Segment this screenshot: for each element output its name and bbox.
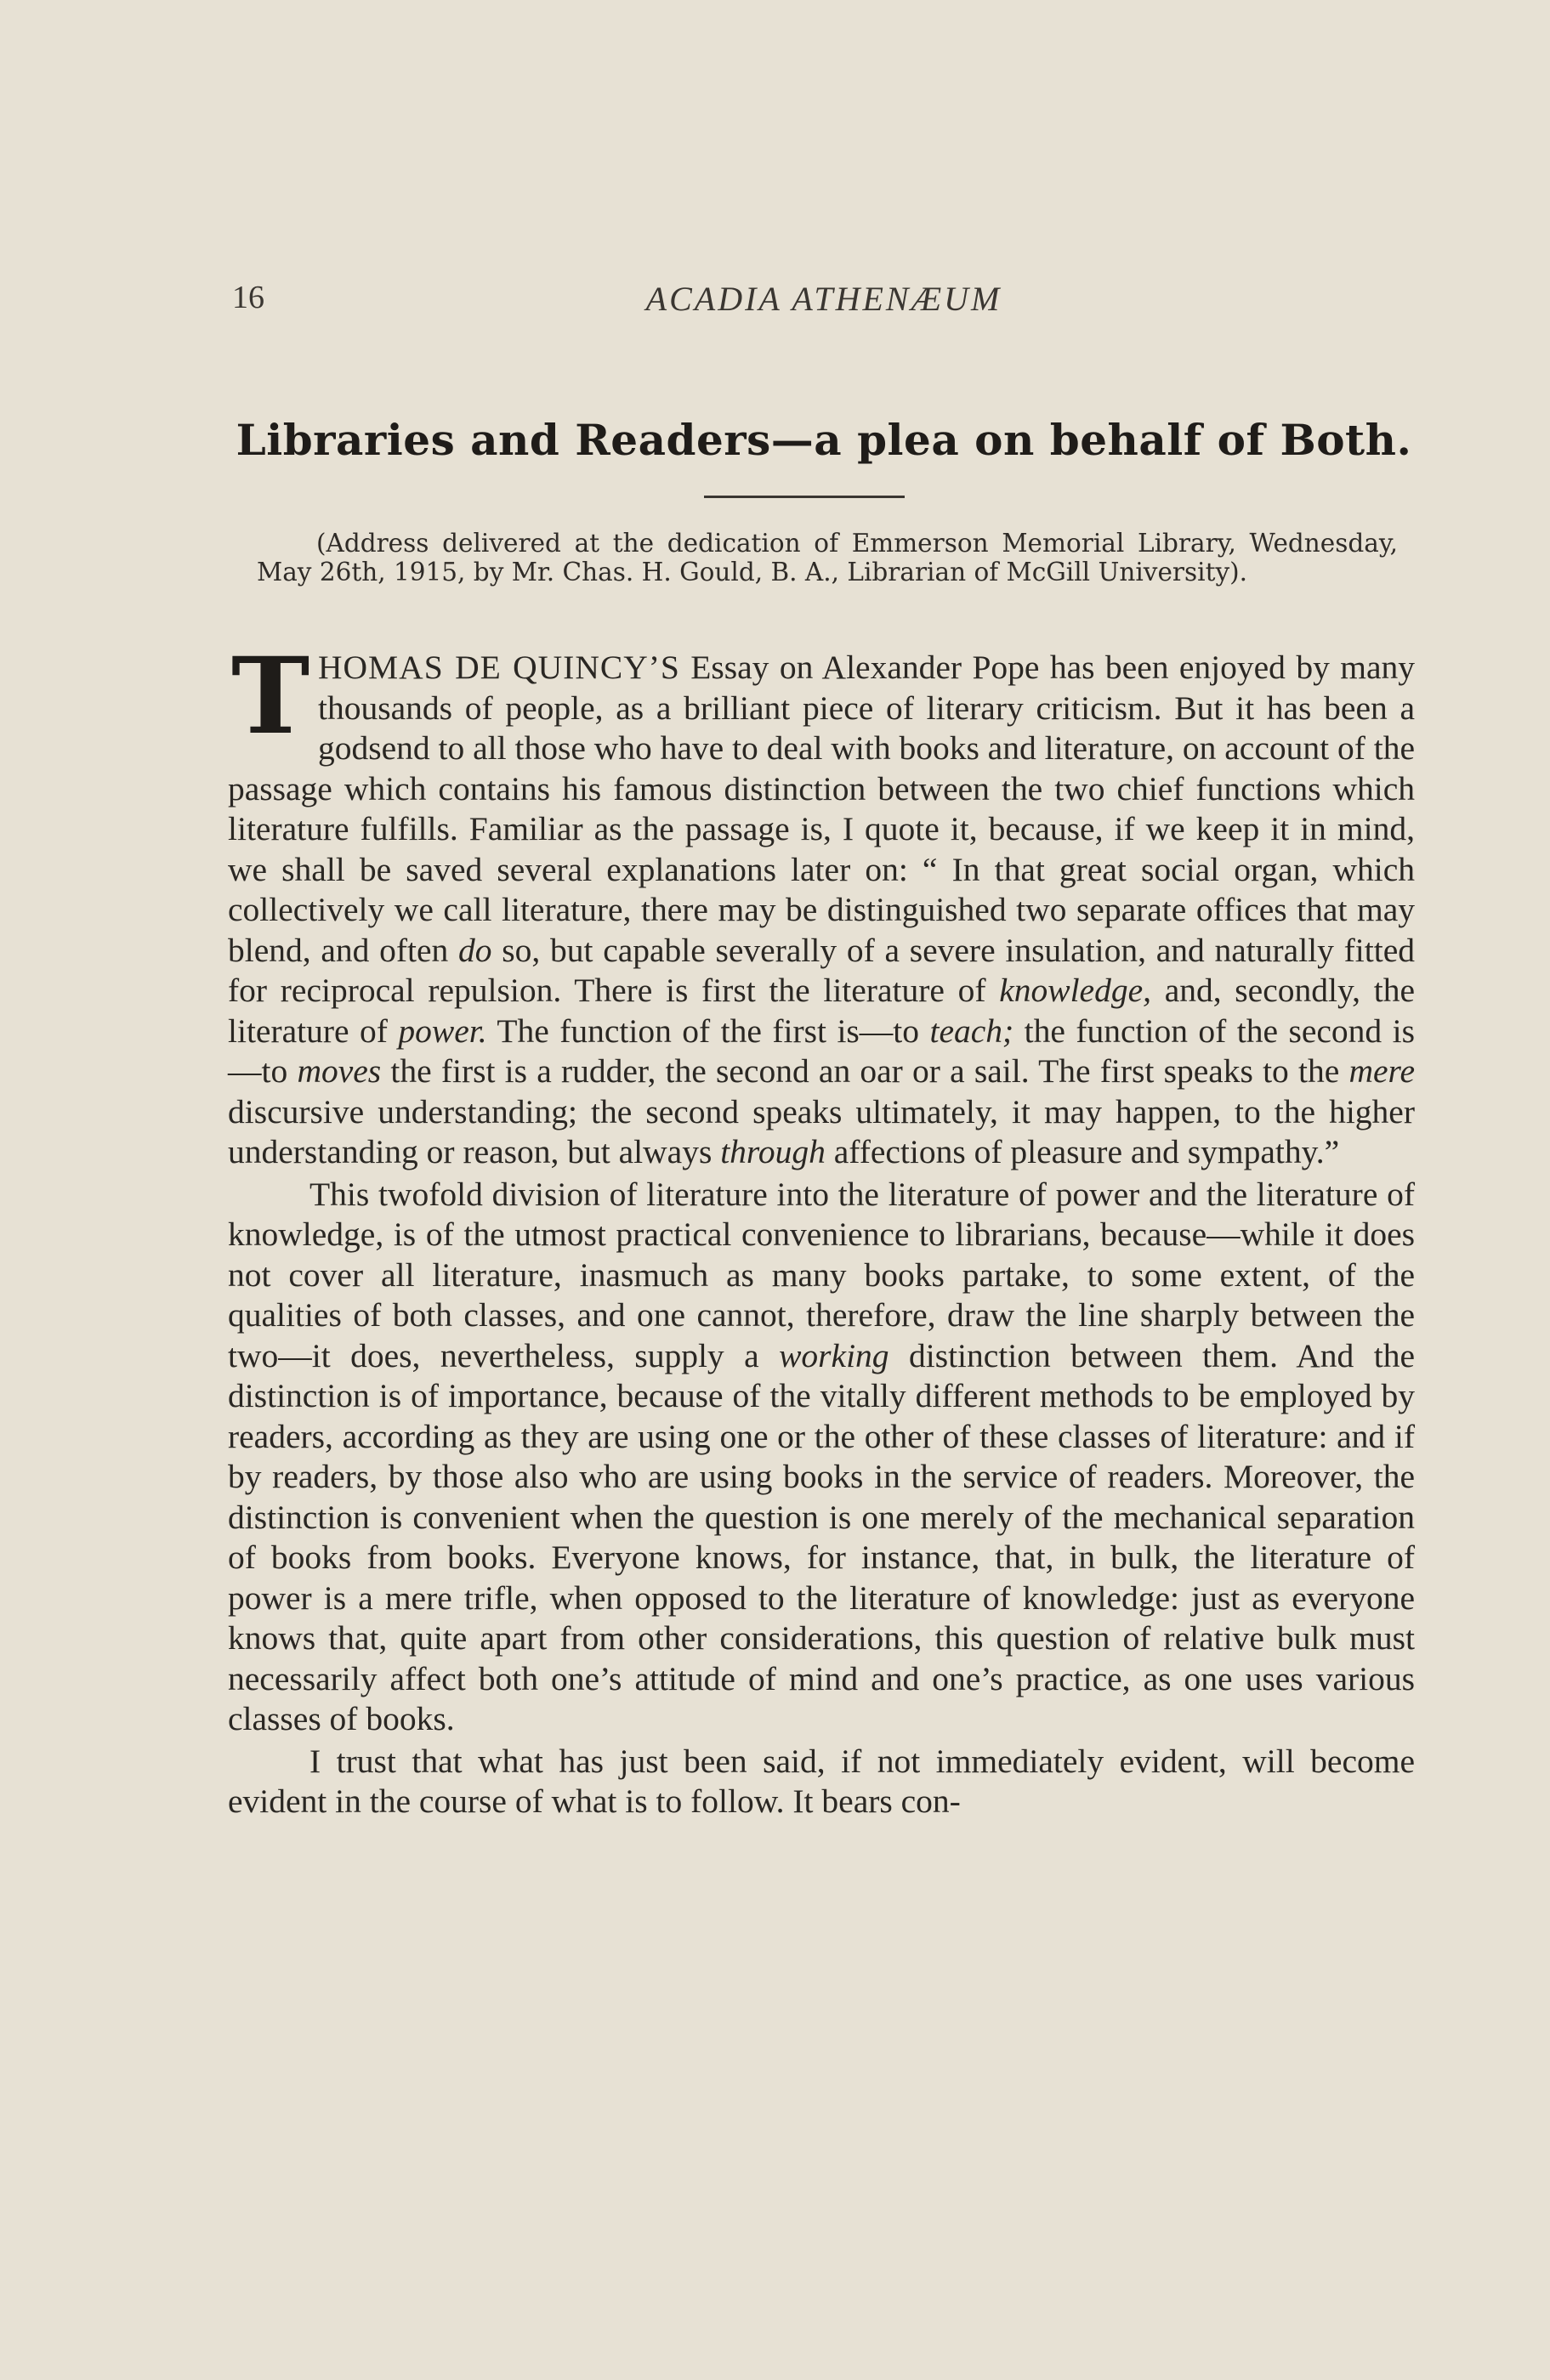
italic-run: knowledge, — [999, 972, 1151, 1009]
italic-run: do — [458, 931, 492, 969]
paragraph-3: I trust that what has just been said, if not immediately evident, will become evident in the course of what is to follow. It bears con- — [228, 1742, 1415, 1820]
italic-run: through — [720, 1133, 826, 1170]
paragraph-1 — [228, 635, 1415, 1173]
text-run: and, secondly, the literature of — [228, 972, 1415, 1050]
text-run: The function of the first is—to — [486, 1012, 930, 1050]
text-run: distinction between them. And the distinction is of importance, because of the vitally different methods to be employed by readers, according as they are using one or the other of these classes of literature: and if by readers, by those also who are using books in the service of readers. Moreover, the distinction is convenient when the question is one merely of the mechanical separation of books from books. Everyone knows, for instance, that, in bulk, the literature of power is a mere trifle, when opposed to the literature of knowledge: just as everyone knows that, quite apart from other considerations, this question of relative bulk must necessarily affect both one’s attitude of mind and one’s practice, as one uses various classes of books. — [228, 1336, 1415, 1737]
article-title: Libraries and Readers—a plea on behalf of Both. — [236, 415, 1412, 465]
running-head: ACADIA ATHENÆUM — [645, 280, 1002, 318]
opening-words: HOMAS DE QUINCY’S — [318, 649, 680, 686]
dedication-note: (Address delivered at the dedication of Emmerson Memorial Library, Wednesday, May 26th, 1915, by Mr. Chas. H. Gould, B. A., Librarian of McGill University). — [257, 529, 1398, 586]
article-body — [228, 635, 1415, 1822]
italic-run: moves — [297, 1052, 382, 1090]
paragraph-2 — [228, 1175, 1415, 1740]
text-run: affections of pleasure and sympathy.” — [825, 1133, 1340, 1170]
page-header — [232, 279, 1416, 330]
text-run: the function of the second is—to — [228, 1012, 1415, 1090]
italic-run: working — [779, 1336, 889, 1374]
text-run: so, but capable severally of a severe insulation, and naturally fitted for reciprocal repulsion. There is first the literature of — [228, 931, 1415, 1009]
text-run: This twofold division of literature into the literature of power and the literature of knowledge, is of the utmost practical convenience to librarians, because—while it does not cover all literature, inasmuch as many books partake, to some extent, of the qualities of both classes, and one cannot, therefore, draw the line sharply between the two—it does, nevertheless, supply a — [228, 1175, 1415, 1374]
drop-cap: T — [231, 635, 310, 758]
text-run: the first is a rudder, the second an oar or a sail. The first speaks to the — [381, 1052, 1349, 1090]
title-rule — [704, 496, 905, 498]
italic-run: teach; — [929, 1012, 1014, 1050]
italic-run: mere — [1348, 1052, 1415, 1090]
text-run: Essay on Alexander Pope has been enjoyed by many thousands of people, as a brilliant piece of literary criticism. But it has been a godsend to all those who have to deal with books and literature, on account of the passage which contains his famous distinction between the two chief functions which literature fulfills. Familiar as the passage is, I quote it, because, if we keep it in mind, we shall be saved several explanations later on: “ In that great social organ, which collectively we call literature, there may be distinguished two separate offices that may blend, and often — [228, 649, 1415, 969]
italic-run: power. — [398, 1012, 487, 1050]
text-run: discursive understanding; the second speaks ultimately, it may happen, to the higher understanding or reason, but always — [228, 1092, 1415, 1170]
page-number: 16 — [232, 280, 264, 315]
